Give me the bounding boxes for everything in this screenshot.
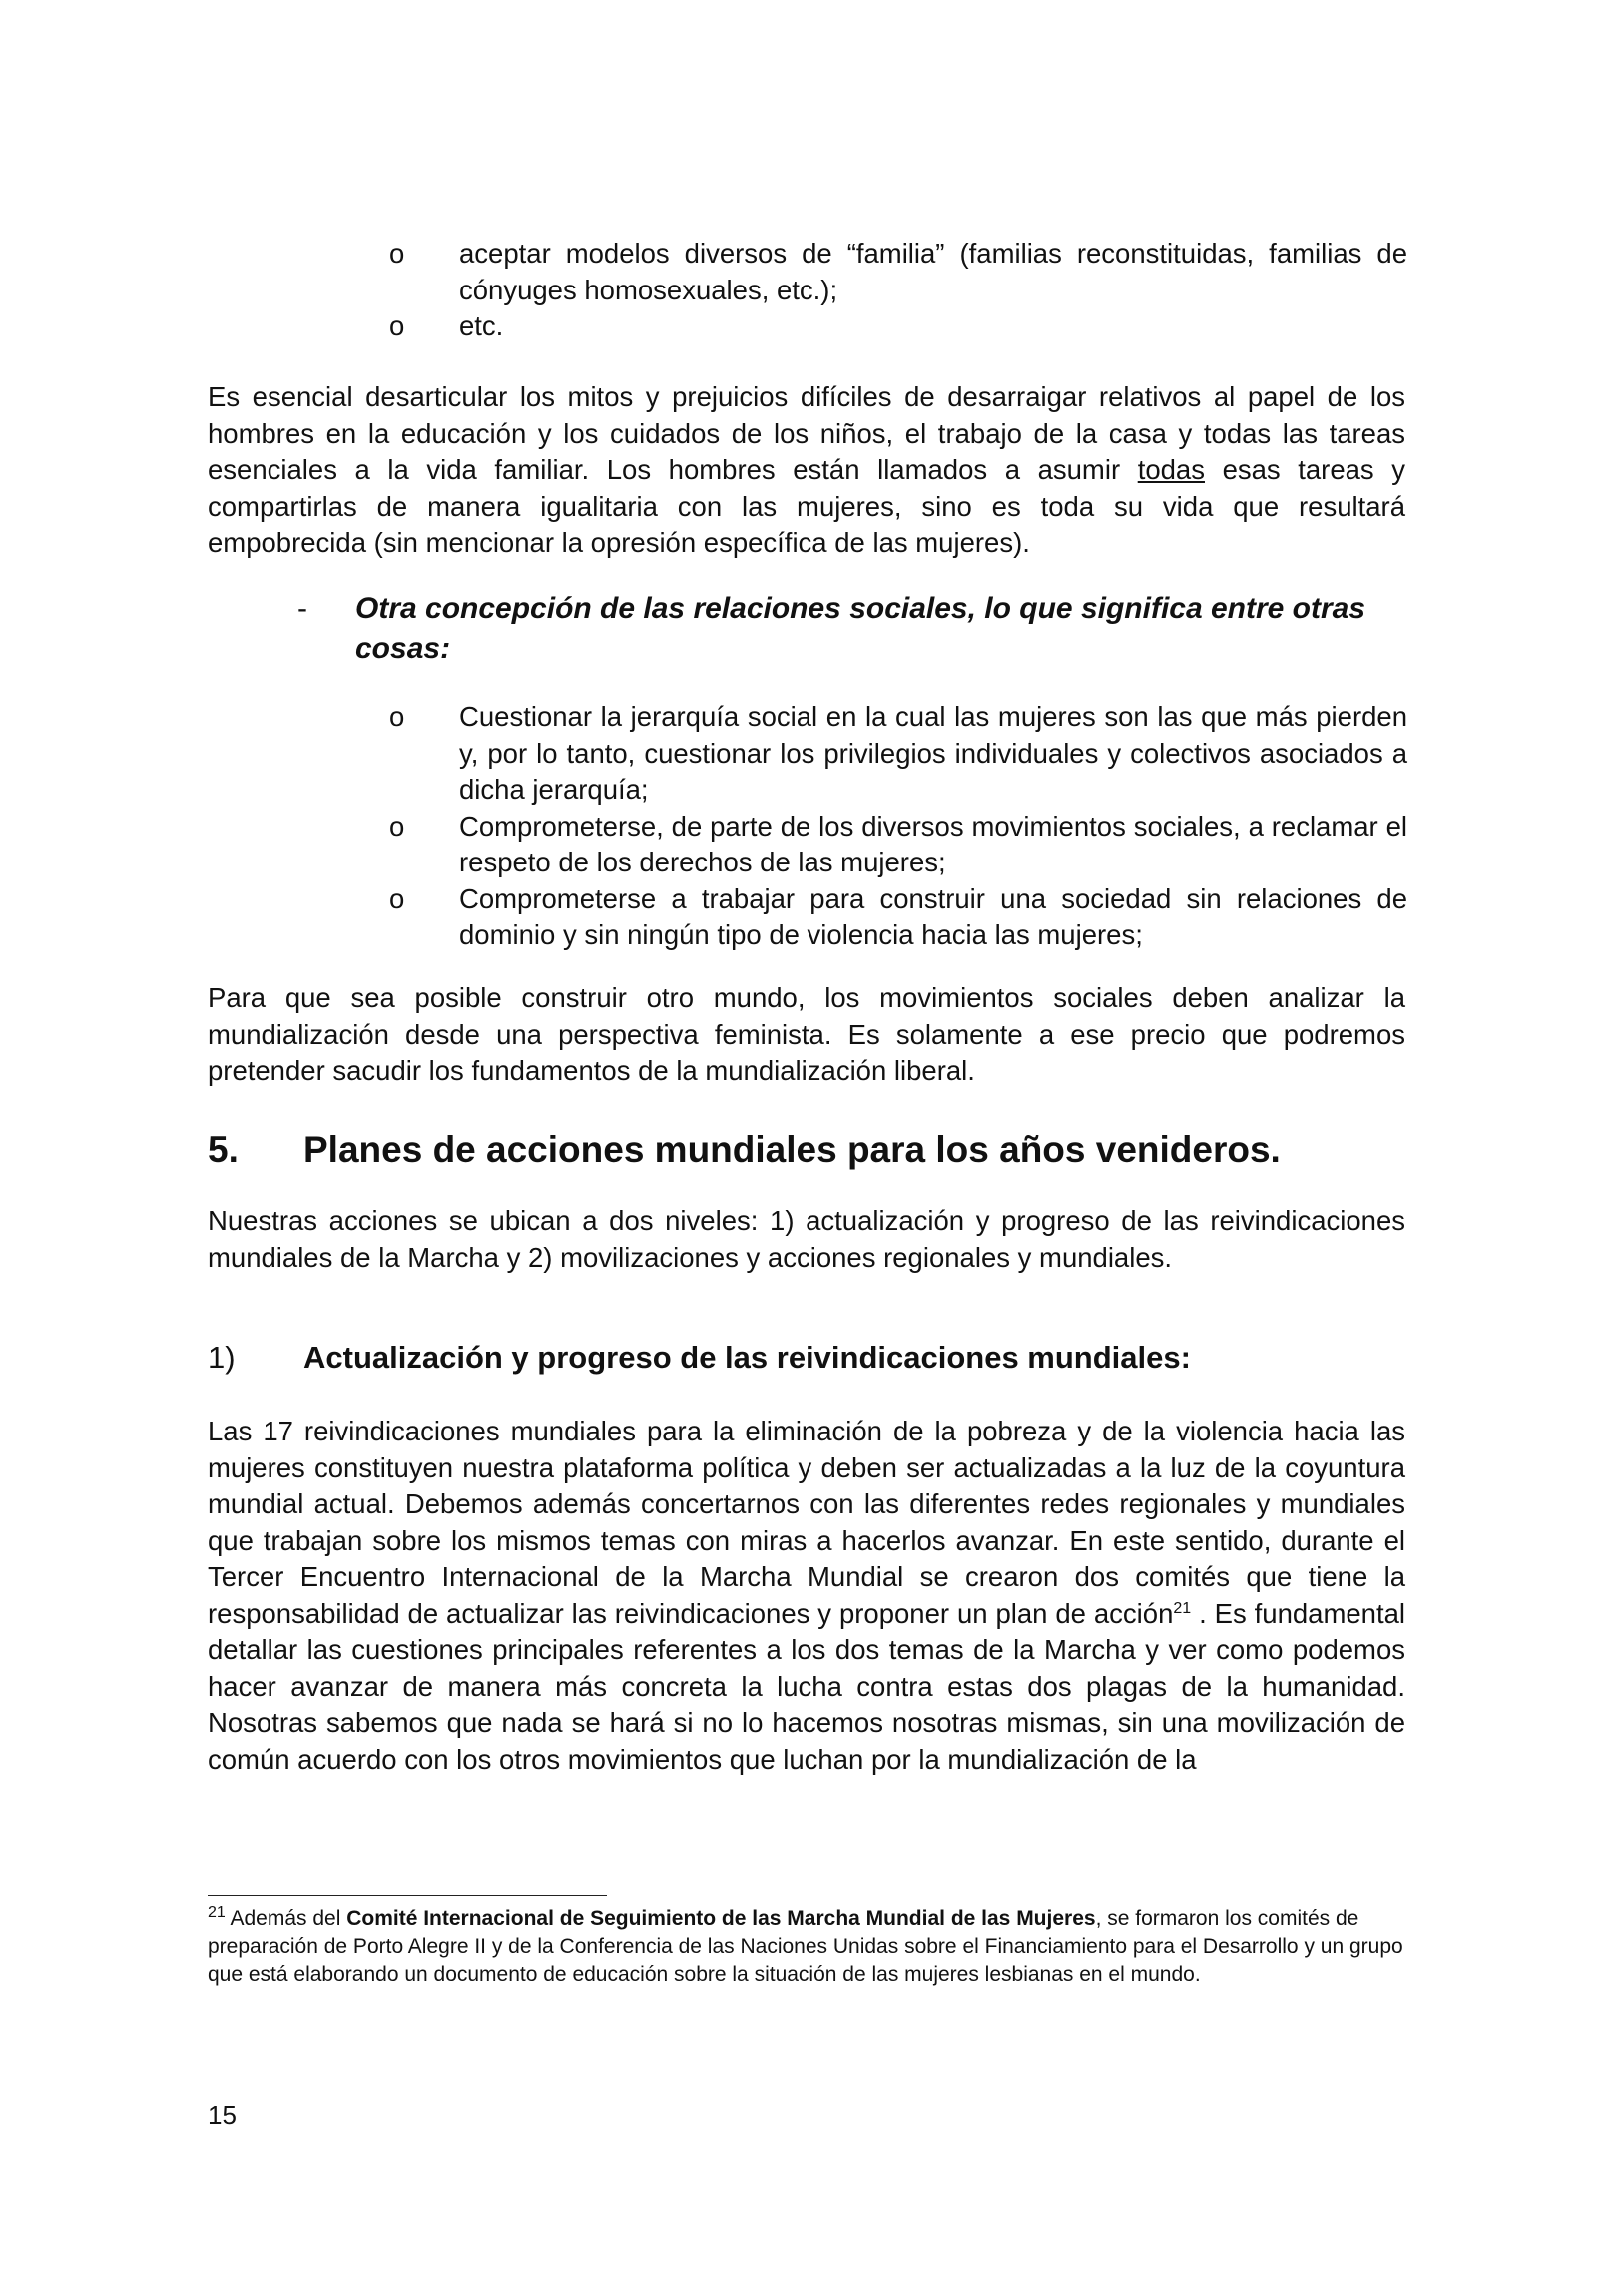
section-number: 5.	[208, 1129, 239, 1170]
bullet-marker: o	[389, 882, 405, 914]
footnote-number: 21	[208, 1904, 226, 1921]
paragraph-text: Para que sea posible construir otro mundo, los movimientos sociales deben analizar la mundialización desde una perspectiva feminista. Es solamente a ese precio que podremos pretender sacudir los fundamentos de la mundialización liberal.	[208, 982, 1405, 1086]
footnote	[208, 1905, 1405, 1989]
top-bullet-list	[389, 236, 1407, 345]
sub-bullet-list	[389, 699, 1407, 954]
bullet-marker: o	[389, 701, 405, 732]
bullet-marker: o	[389, 238, 405, 269]
list-item	[389, 699, 1407, 809]
list-item-text: Comprometerse, de parte de los diversos movimientos sociales, a reclamar el respeto de los derechos de las mujeres;	[459, 810, 1407, 877]
footnote-text: , se formaron los comités de preparación de Porto Alegre II y de la Conferencia de las Naciones Unidas sobre el Financiamiento para el Desarrollo y un grupo que está elaborando un documento de educación sobre la situación de las mujeres lesbianas en el mundo.	[208, 1907, 1403, 1986]
list-item	[389, 236, 1407, 308]
section-heading	[208, 1128, 1405, 1172]
section-title: Planes de acciones mundiales para los años venideros.	[303, 1129, 1281, 1170]
bullet-marker: o	[389, 310, 405, 341]
list-item-text: aceptar modelos diversos de “familia” (familias reconstituidas, familias de cónyuges homosexuales, etc.);	[459, 238, 1407, 305]
bullet-marker: o	[389, 810, 405, 842]
list-item-text: Cuestionar la jerarquía social en la cual las mujeres son las que más pierden y, por lo tanto, cuestionar los privilegios individuales y colectivos asociados a dicha jerarquía;	[459, 701, 1407, 805]
list-item-text: etc.	[459, 310, 504, 341]
dash-marker: -	[297, 592, 307, 625]
subsection-title: Actualización y progreso de las reivindicaciones mundiales:	[303, 1340, 1191, 1375]
paragraph-text: esas tareas y compartirlas de manera igualitaria con las mujeres, sino es toda su vida que resultará empobrecida (sin mencionar la opresión específica de las mujeres).	[208, 454, 1405, 558]
list-item	[389, 308, 1407, 345]
dash-item-heading: Otra concepción de las relaciones sociales, lo que significa entre otras cosas:	[355, 592, 1366, 665]
underlined-word: todas	[1137, 454, 1205, 485]
paragraph-text: Es esencial desarticular los mitos y prejuicios difíciles de desarraigar relativos al papel de los hombres en la educación y los cuidados de los niños, el trabajo de la casa y todas las tareas esenciales a la vida familiar. Los hombres están llamados a asumir	[208, 381, 1405, 485]
footnote-divider	[208, 1895, 607, 1896]
list-item	[389, 881, 1407, 954]
paragraph	[208, 1414, 1405, 1778]
footnote-bold-text: Comité Internacional de Seguimiento de las Marcha Mundial de las Mujeres	[346, 1907, 1096, 1930]
paragraph	[208, 1203, 1405, 1276]
dash-list-item	[297, 589, 1405, 669]
page-number: 15	[208, 2100, 237, 2130]
subsection-number: 1)	[208, 1340, 236, 1375]
paragraph-text: Nuestras acciones se ubican a dos niveles: 1) actualización y progreso de las reivindicaciones mundiales de la Marcha y 2) movilizaciones y acciones regionales y mundiales.	[208, 1205, 1405, 1273]
footnote-reference: 21	[1173, 1599, 1192, 1617]
list-item-text: Comprometerse a trabajar para construir una sociedad sin relaciones de dominio y sin ningún tipo de violencia hacia las mujeres;	[459, 882, 1407, 950]
list-item	[389, 809, 1407, 881]
subsection-heading	[208, 1338, 1405, 1378]
paragraph-text: Las 17 reivindicaciones mundiales para la eliminación de la pobreza y de la violencia hacia las mujeres constituyen nuestra plataforma política y deben ser actualizadas a la luz de la coyuntura mundial actual. Debemos además concertarnos con las diferentes redes regionales y mundiales que trabajan sobre los mismos temas con miras a hacerlos avanzar. En este sentido, durante el Tercer Encuentro Internacional de la Marcha Mundial se crearon dos comités que tiene la responsabilidad de actualizar las reivindicaciones y proponer un plan de acción	[208, 1416, 1405, 1629]
paragraph	[208, 379, 1405, 562]
paragraph-text: . Es fundamental detallar las cuestiones principales referentes a los dos temas de la Marcha y ver como podemos hacer avanzar de manera más concreta la lucha contra estas dos plagas de la humanidad. Nosotras sabemos que nada se hará si no lo hacemos nosotras mismas, sin una movilización de común acuerdo con los otros movimientos que luchan por la mundialización de la	[208, 1597, 1406, 1775]
footnote-text: Además del	[225, 1907, 347, 1930]
paragraph	[208, 980, 1405, 1090]
